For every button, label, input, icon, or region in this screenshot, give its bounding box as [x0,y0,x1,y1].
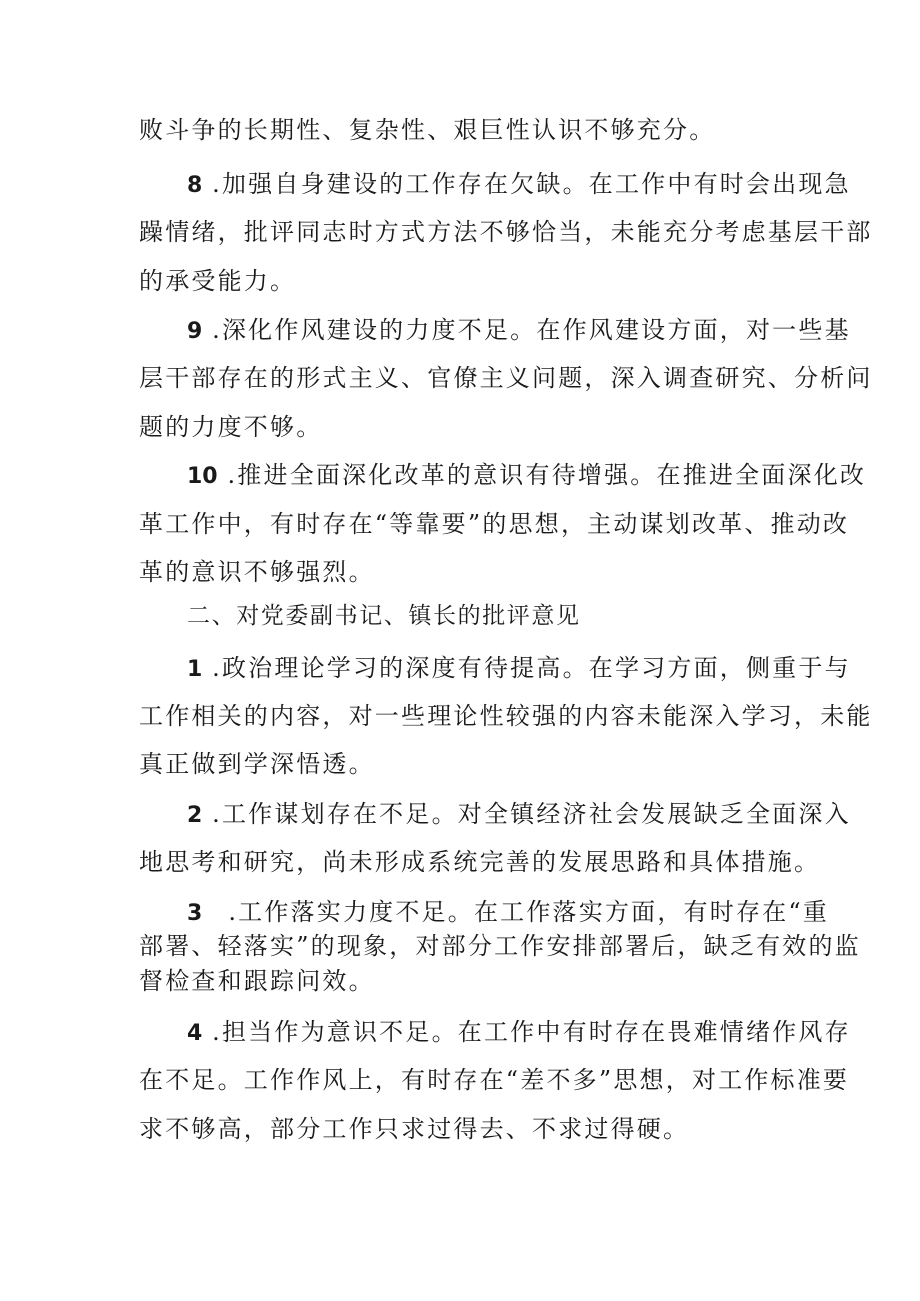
item-number: 10 [187,464,218,489]
paragraph-line: 在不足。工作作风上，有时存在“差不多”思想，对工作标准要 [139,1066,850,1094]
item-text: .工作落实力度不足。在工作落实方面，有时存在“重 [228,898,830,926]
item-text: .加强自身建设的工作存在欠缺。在工作中有时会出现急 [212,170,851,198]
paragraph-line: 革的意识不够强烈。 [139,558,375,586]
paragraph-line: 部署、轻落实”的现象，对部分工作安排部署后，缺乏有效的监 [139,932,861,960]
item-number: 9 [187,319,203,344]
paragraph-first-line [187,458,867,494]
item-text: .工作谋划存在不足。对全镇经济社会发展缺乏全面深入 [212,800,851,828]
paragraph-line: 求不够高，部分工作只求过得去、不求过得硬。 [139,1115,690,1143]
paragraph-first-line [187,797,851,833]
item-text: .深化作风建设的力度不足。在作风建设方面，对一些基 [212,316,851,344]
paragraph-first-line [187,651,851,687]
item-text: .担当作为意识不足。在工作中有时存在畏难情绪作风存 [212,1018,851,1046]
paragraph-line: 工作相关的内容，对一些理论性较强的内容未能深入学习，未能 [139,702,873,730]
paragraph-line: 层干部存在的形式主义、官僚主义问题，深入调查研究、分析问 [139,364,873,392]
paragraph-line: 督检查和跟踪问效。 [139,967,375,995]
paragraph-line: 真正做到学深悟透。 [139,750,375,778]
item-number: 3 [187,901,203,926]
paragraph-line: 的承受能力。 [139,267,297,295]
item-text: .推进全面深化改革的意识有待增强。在推进全面深化改 [227,461,867,489]
item-number: 1 [187,657,203,682]
section-heading: 二、对党委副书记、镇长的批评意见 [187,603,581,629]
paragraph-line: 革工作中，有时存在“等靠要”的思想，主动谋划改革、推动改 [139,510,850,538]
item-text: .政治理论学习的深度有待提高。在学习方面，侧重于与 [212,654,851,682]
item-number: 8 [187,173,203,198]
item-number: 2 [187,803,203,828]
paragraph-first-line [187,1015,851,1051]
paragraph-line: 败斗争的长期性、复杂性、艰巨性认识不够充分。 [139,116,716,144]
paragraph-first-line [187,895,830,931]
paragraph-line: 题的力度不够。 [139,413,323,441]
item-number: 4 [187,1021,203,1046]
paragraph-first-line [187,313,851,349]
paragraph-line: 躁情绪，批评同志时方式方法不够恰当，未能充分考虑基层干部 [139,218,873,246]
paragraph-first-line [187,167,851,203]
paragraph-line: 地思考和研究，尚未形成系统完善的发展思路和具体措施。 [139,848,821,876]
